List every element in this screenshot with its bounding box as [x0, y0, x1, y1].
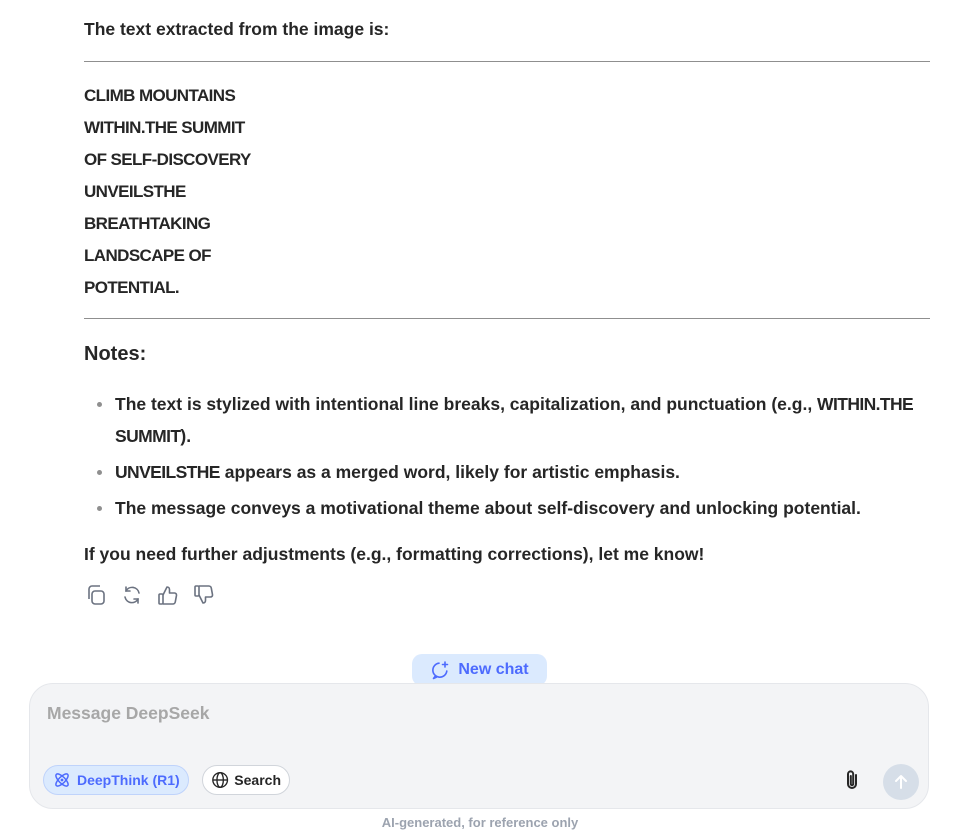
like-button[interactable] [156, 583, 180, 607]
extracted-line: OF SELF-DISCOVERY [84, 150, 251, 169]
extracted-text-block [84, 80, 251, 304]
message-intro: The text extracted from the image is: [84, 19, 390, 39]
notes-list [84, 388, 930, 528]
divider-top [84, 61, 930, 62]
attach-button[interactable] [840, 768, 864, 792]
message-composer [29, 683, 929, 809]
extracted-line: POTENTIAL. [84, 278, 180, 297]
extracted-line: LANDSCAPE OF [84, 246, 211, 265]
new-chat-icon [430, 660, 450, 680]
new-chat-label: New chat [458, 661, 529, 678]
note-item [84, 388, 930, 452]
send-button[interactable] [883, 764, 919, 800]
thumbs-down-icon [193, 584, 215, 606]
divider-bottom [84, 318, 930, 319]
atom-icon [52, 770, 72, 790]
regenerate-button[interactable] [120, 583, 144, 607]
extracted-line: UNVEILSTHE [84, 182, 186, 201]
message-input[interactable] [45, 698, 909, 728]
note-item [84, 492, 930, 524]
extracted-line: WITHIN.THE SUMMIT [84, 118, 245, 137]
search-toggle[interactable] [202, 765, 290, 795]
regenerate-icon [121, 584, 143, 606]
search-label: Search [234, 772, 281, 788]
deepthink-label: DeepThink (R1) [77, 772, 180, 788]
note-text: The message conveys a motivational theme about self-discovery and unlocking potential. [115, 498, 861, 518]
note-text: ). [180, 426, 192, 446]
new-chat-button[interactable] [412, 654, 547, 686]
copy-button[interactable] [84, 583, 108, 607]
deepthink-toggle[interactable] [43, 765, 189, 795]
copy-icon [85, 584, 107, 606]
paperclip-icon [841, 768, 863, 792]
dislike-button[interactable] [192, 583, 216, 607]
arrow-up-icon [892, 773, 910, 791]
disclaimer-text: AI-generated, for reference only [381, 815, 579, 830]
notes-heading: Notes: [84, 343, 147, 365]
note-emphasis: UNVEILSTHE [115, 462, 220, 482]
note-text: appears as a merged word, likely for artistic emphasis. [219, 462, 680, 482]
globe-icon [211, 770, 229, 790]
extracted-line: BREATHTAKING [84, 214, 211, 233]
thumbs-up-icon [157, 584, 179, 606]
message-actions [84, 583, 216, 607]
note-item [84, 456, 930, 488]
note-emphasis: WITHIN.THE SUMMIT [115, 394, 914, 446]
extracted-line: CLIMB MOUNTAINS [84, 86, 236, 105]
closing-text: If you need further adjustments (e.g., formatting corrections), let me know! [84, 544, 705, 564]
note-text: The text is stylized with intentional line breaks, capitalization, and punctuation (e.g., [115, 394, 818, 414]
